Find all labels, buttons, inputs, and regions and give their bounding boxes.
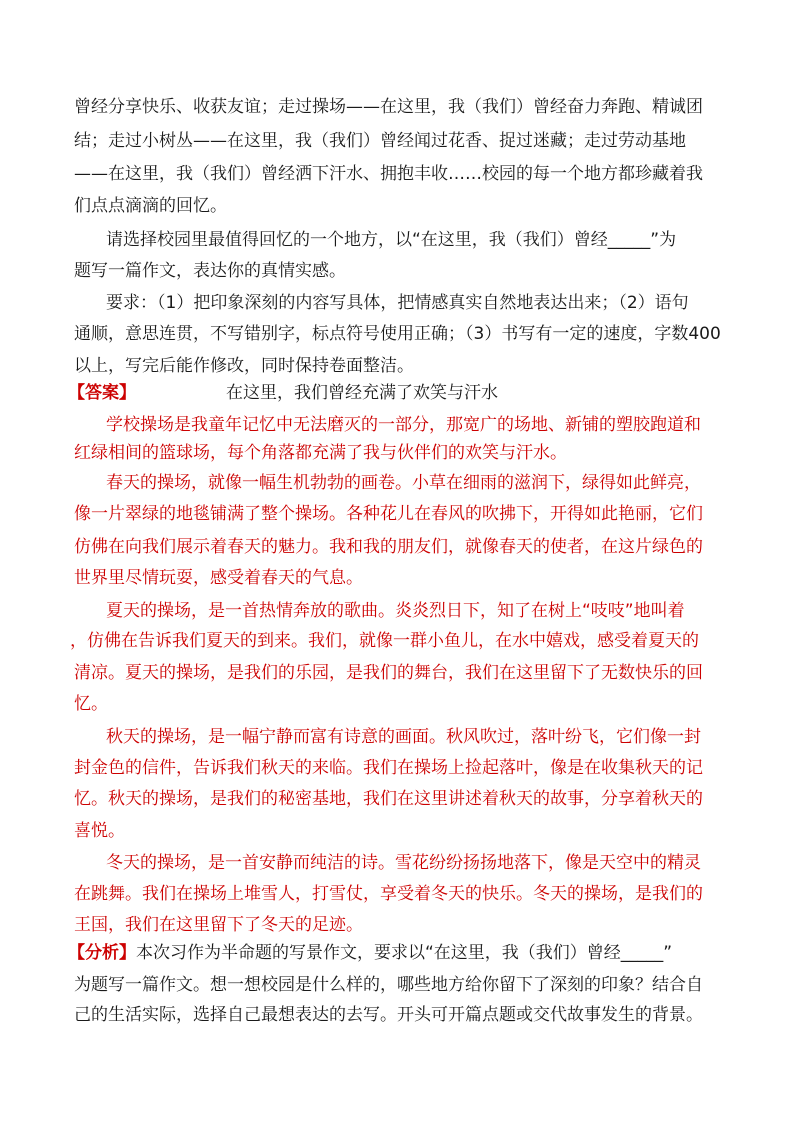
essay-line: 封金色的信件，告诉我们秋天的来临。我们在操场上捡起落叶，像是在收集秋天的记 — [74, 758, 703, 778]
answer-tag: 【答案】 — [68, 383, 136, 403]
requirements-line: 通顺，意思连贯，不写错别字，标点符号使用正确；（3）书写有一定的速度，字数400 — [74, 324, 721, 344]
prompt-line: 题写一篇作文，表达你的真情实感。 — [74, 261, 346, 281]
requirements-line: 要求：（1）把印象深刻的内容写具体，把情感真实自然地表达出来；（2）语句 — [106, 293, 689, 313]
essay-line: 学校操场是我童年记忆中无法磨灭的一部分，那宽广的场地、新铺的塑胶跑道和 — [106, 415, 701, 435]
essay-line: 仿佛在向我们展示着春天的魅力。我和我的朋友们，就像春天的使者，在这片绿色的 — [74, 537, 703, 557]
analysis-line: 己的生活实际，选择自己最想表达的去写。开头可开篇点题或交代故事发生的背景。 — [74, 1005, 703, 1025]
essay-line: 王国，我们在这里留下了冬天的足迹。 — [74, 915, 363, 935]
essay-line: ，仿佛在告诉我们夏天的到来。我们，就像一群小鱼儿，在水中嬉戏，感受着夏天的 — [70, 631, 699, 651]
essay-line: 清凉。夏天的操场，是我们的乐园，是我们的舞台，我们在这里留下了无数快乐的回 — [74, 663, 703, 683]
requirements-line: 以上，写完后能作修改，同时保持卷面整洁。 — [74, 356, 414, 376]
essay-line: 红绿相间的篮球场，每个角落都充满了我与伙伴们的欢笑与汗水。 — [74, 443, 567, 463]
essay-line: 忆。 — [74, 694, 108, 714]
prompt-line: 请选择校园里最值得回忆的一个地方，以“在这里，我（我们）曾经_____”为 — [106, 230, 677, 250]
answer-header — [68, 382, 498, 404]
analysis-line: 为题写一篇作文。想一想校园是什么样的，哪些地方给你留下了深刻的印象？结合自 — [74, 975, 703, 995]
prompt-line: ——在这里，我（我们）曾经洒下汗水、拥抱丰收……校园的每一个地方都珍藏着我 — [74, 164, 703, 184]
essay-line: 秋天的操场，是一幅宁静而富有诗意的画面。秋风吹过，落叶纷飞，它们像一封 — [106, 727, 701, 747]
essay-line: 夏天的操场，是一首热情奔放的歌曲。炎炎烈日下，知了在树上“吱吱”地叫着 — [106, 601, 685, 621]
prompt-line: 们点点滴滴的回忆。 — [74, 196, 227, 216]
essay-line: 冬天的操场，是一首安静而纯洁的诗。雪花纷纷扬扬地落下，像是天空中的精灵 — [106, 853, 701, 873]
analysis-first-line — [68, 942, 672, 964]
essay-line: 像一片翠绿的地毯铺满了整个操场。各种花儿在春风的吹拂下，开得如此艳丽，它们 — [74, 504, 703, 524]
prompt-line: 曾经分享快乐、收获友谊；走过操场——在这里，我（我们）曾经奋力奔跑、精诚团 — [74, 97, 703, 117]
essay-line: 喜悦。 — [74, 821, 125, 841]
essay-line: 在跳舞。我们在操场上堆雪人，打雪仗，享受着冬天的快乐。冬天的操场，是我们的 — [74, 884, 703, 904]
prompt-line: 结；走过小树丛——在这里，我（我们）曾经闻过花香、捉过迷藏；走过劳动基地 — [74, 131, 686, 151]
essay-title: 在这里，我们曾经充满了欢笑与汗水 — [226, 383, 498, 403]
analysis-tag: 【分析】 — [68, 943, 136, 963]
analysis-text: 本次习作为半命题的写景作文，要求以“在这里，我（我们）曾经_____” — [136, 943, 673, 963]
essay-line: 春天的操场，就像一幅生机勃勃的画卷。小草在细雨的滋润下，绿得如此鲜亮， — [106, 473, 701, 493]
essay-line: 世界里尽情玩耍，感受着春天的气息。 — [74, 568, 363, 588]
essay-line: 忆。秋天的操场，是我们的秘密基地，我们在这里讲述着秋天的故事，分享着秋天的 — [74, 789, 703, 809]
